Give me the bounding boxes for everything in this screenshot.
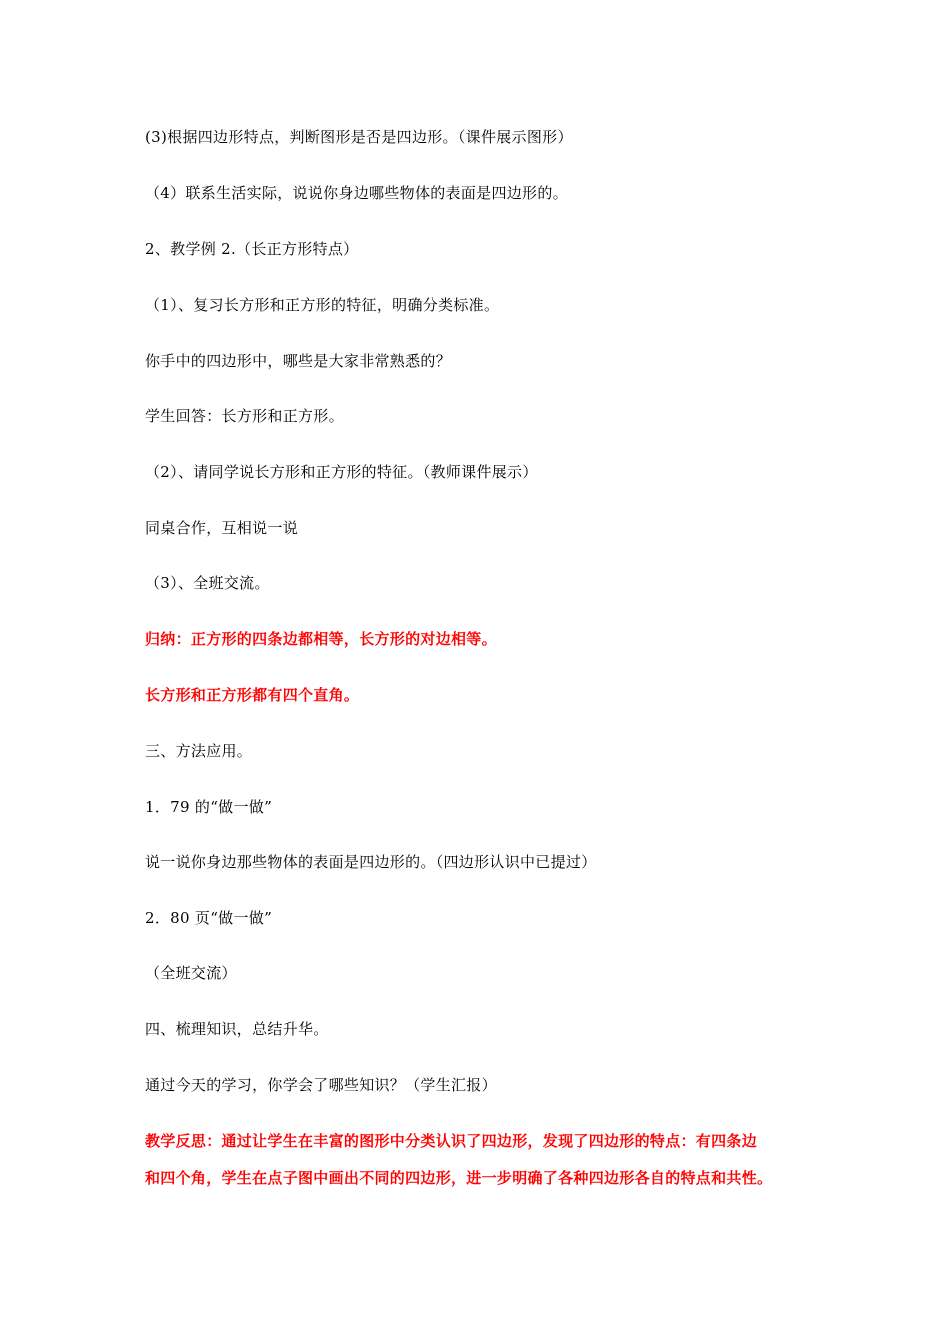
line-6: 学生回答：长方形和正方形。 bbox=[145, 407, 344, 425]
summary-line-2: 长方形和正方形都有四个直角。 bbox=[145, 686, 360, 704]
line-8: 同桌合作，互相说一说 bbox=[145, 519, 299, 537]
line-16: （全班交流） bbox=[145, 964, 237, 982]
reflection-line-1: 教学反思：通过让学生在丰富的图形中分类认识了四边形，发现了四边形的特点：有四条边 bbox=[145, 1132, 758, 1150]
line-7: （2）、请同学说长方形和正方形的特征。（教师课件展示） bbox=[145, 463, 538, 481]
line-4: （1）、复习长方形和正方形的特征，明确分类标准。 bbox=[145, 296, 500, 314]
line-13: 1．79 的“做一做” bbox=[145, 798, 273, 816]
line-5: 你手中的四边形中，哪些是大家非常熟悉的？ bbox=[145, 352, 452, 370]
line-14: 说一说你身边那些物体的表面是四边形的。（四边形认识中已提过） bbox=[145, 853, 597, 871]
line-18: 通过今天的学习，你学会了哪些知识？（学生汇报） bbox=[145, 1076, 497, 1094]
summary-line-1: 归纳：正方形的四条边都相等，长方形的对边相等。 bbox=[145, 630, 497, 648]
line-1: (3)根据四边形特点，判断图形是否是四边形。（课件展示图形） bbox=[145, 128, 573, 146]
line-12: 三、方法应用。 bbox=[145, 742, 253, 760]
reflection-line-2: 和四个角，学生在点子图中画出不同的四边形，进一步明确了各种四边形各自的特点和共性。 bbox=[145, 1169, 773, 1187]
line-9: （3）、全班交流。 bbox=[145, 574, 270, 592]
line-17: 四、梳理知识，总结升华。 bbox=[145, 1020, 329, 1038]
line-15: 2．80 页“做一做” bbox=[145, 909, 273, 927]
line-3: 2、教学例 2.（长正方形特点） bbox=[145, 240, 359, 258]
line-2: （4）联系生活实际，说说你身边哪些物体的表面是四边形的。 bbox=[145, 184, 568, 202]
